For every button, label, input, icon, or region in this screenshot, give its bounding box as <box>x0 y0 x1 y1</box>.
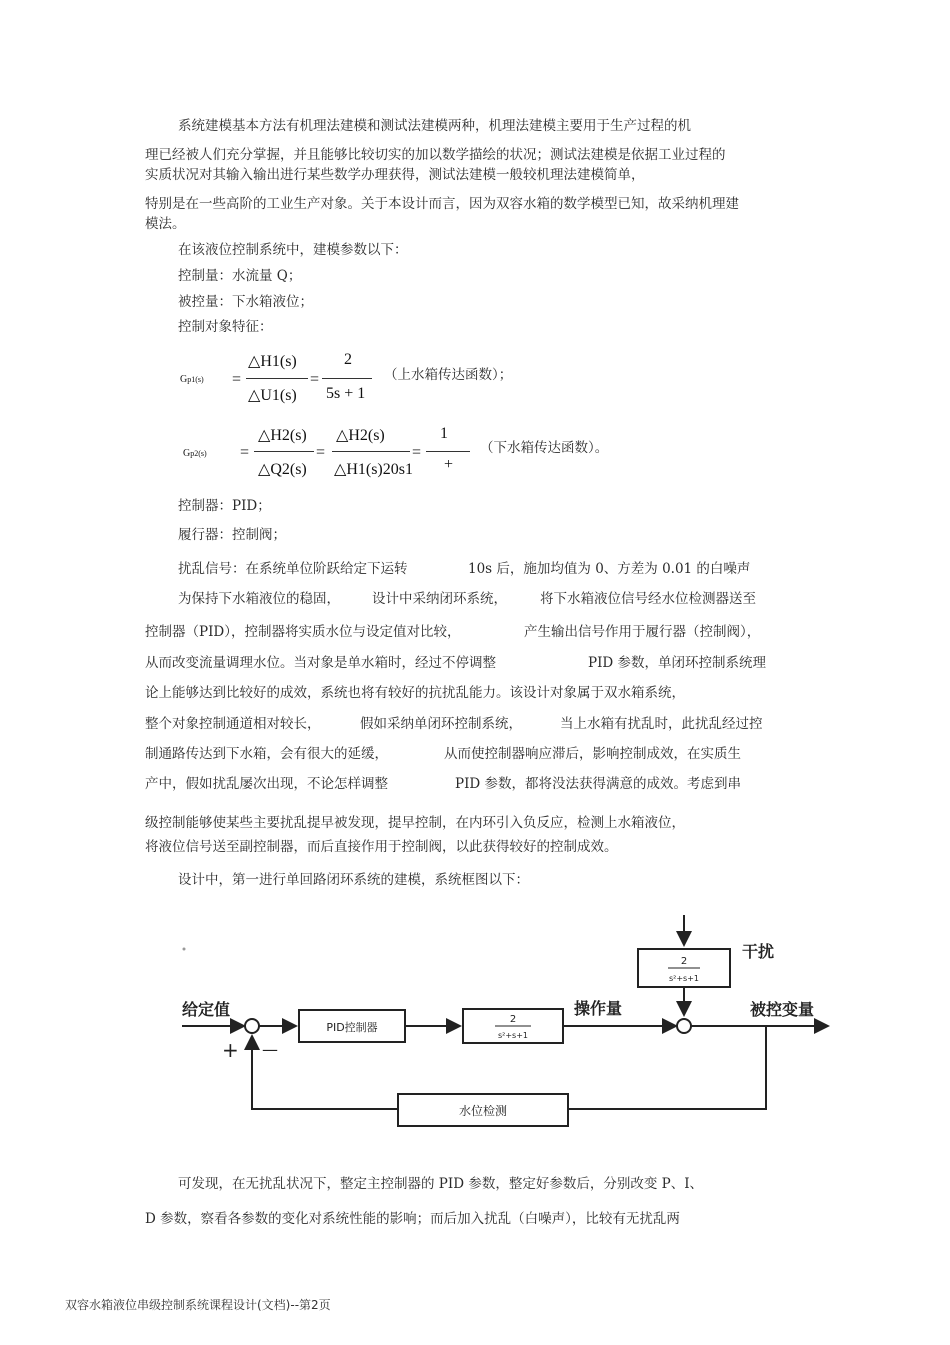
p3-line3b: PID 参数，单闭环控制系统理 <box>588 655 767 671</box>
manipulated-variable-label: 操作量 <box>574 999 623 1018</box>
para1-line4: 特别是在一些高阶的工业生产对象。关于本设计而言，因为双容水箱的数学模型已知，故采纳机理建 <box>145 196 739 212</box>
controller-line: 控制器：PID； <box>178 498 271 514</box>
para4: 设计中，第一进行单回路闭环系统的建模，系统框图以下： <box>178 872 529 888</box>
setpoint-label: 给定值 <box>182 1000 231 1019</box>
p3-line6b: 从而使控制器响应滞后，影响控制成效，在实质生 <box>444 746 741 762</box>
p3-line7b: PID 参数，都将没法获得满意的成效。考虑到串 <box>455 776 742 792</box>
p3-line1a: 为保持下水箱液位的稳固， <box>178 591 340 607</box>
para1-line3: 实质状况对其输入输出进行某些数学办理获得，测试法建模一般较机理法建模简单， <box>145 167 645 183</box>
p3-line9: 将液位信号送至副控制器，而后直接作用于控制阀，以此获得较好的控制成效。 <box>145 839 618 855</box>
plant-numerator: 2 <box>509 1014 517 1025</box>
p3-line8: 级控制能够使某些主要扰乱提早被发现，提早控制，在内环引入负反应，检测上水箱液位， <box>145 815 685 831</box>
sensor-label: 水位检测 <box>458 1104 508 1118</box>
output-label: 被控变量 <box>750 1000 815 1019</box>
p3-line2a: 控制器（PID），控制器将实质水位与设定值对比较， <box>145 624 461 640</box>
summing-junction-1 <box>245 1019 259 1033</box>
controlled-variable: 被控量：下水箱液位； <box>178 294 313 310</box>
actuator-line: 履行器：控制阀； <box>178 527 286 543</box>
disturbance-line-b: 10s 后，施加均值为 0、方差为 0.01 的白噪声 <box>468 561 751 577</box>
p3-line5a: 整个对象控制通道相对较长， <box>145 716 321 732</box>
control-variable: 控制量：水流量 Q； <box>178 268 302 284</box>
p3-line5b: 假如采纳单闭环控制系统， <box>360 716 522 732</box>
p3-line1c: 将下水箱液位信号经水位检测器送至 <box>540 591 756 607</box>
object-feature: 控制对象特征： <box>178 319 273 335</box>
para1-line2: 理已经被人们充分掌握，并且能够比较切实的加以数学描绘的状况；测试法建模是依据工业过程的 <box>145 147 726 163</box>
para5-line2: D 参数，察看各参数的变化对系统性能的影响；而后加入扰乱（白噪声），比较有无扰乱两 <box>145 1211 680 1227</box>
p3-line6a: 制通路传达到下水箱，会有很大的延缓， <box>145 746 388 762</box>
p3-line4: 论上能够达到比较好的成效，系统也将有较好的抗扰乱能力。该设计对象属于双水箱系统， <box>145 685 685 701</box>
p3-line2b: 产生输出信号作用于履行器（控制阀）， <box>524 624 761 640</box>
p3-line5c: 当上水箱有扰乱时，此扰乱经过控 <box>560 716 763 732</box>
disturbance-label: 干扰 <box>742 942 775 961</box>
para5-line1: 可发现，在无扰乱状况下，整定主控制器的 PID 参数，整定好参数后，分别改变 P、I、 <box>178 1176 704 1192</box>
plus-sign: + <box>222 1038 239 1062</box>
para2: 在该液位控制系统中，建模参数以下： <box>178 242 408 258</box>
disturbance-denominator: s²+s+1 <box>668 974 700 983</box>
disturbance-numerator: 2 <box>680 956 688 967</box>
page-footer: 双容水箱液位串级控制系统课程设计(文档)--第2页 <box>65 1298 331 1312</box>
p3-line7a: 产中，假如扰乱屡次出现，不论怎样调整 <box>145 776 388 792</box>
para1-line1: 系统建模基本方法有机理法建模和测试法建模两种，机理法建模主要用于生产过程的机 <box>178 118 691 134</box>
summing-junction-2 <box>677 1019 691 1033</box>
para1-line5: 模法。 <box>145 216 186 232</box>
p3-line1b: 设计中采纳闭环系统， <box>372 591 507 607</box>
p3-line3a: 从而改变流量调理水位。当对象是单水箱时，经过不停调整 <box>145 655 496 671</box>
minus-sign: — <box>262 1040 278 1059</box>
plant-denominator: s²+s+1 <box>497 1031 529 1040</box>
block-diagram <box>0 905 950 1145</box>
pid-label: PID控制器 <box>326 1021 378 1034</box>
disturbance-line-a: 扰乱信号：在系统单位阶跃给定下运转 <box>178 561 408 577</box>
